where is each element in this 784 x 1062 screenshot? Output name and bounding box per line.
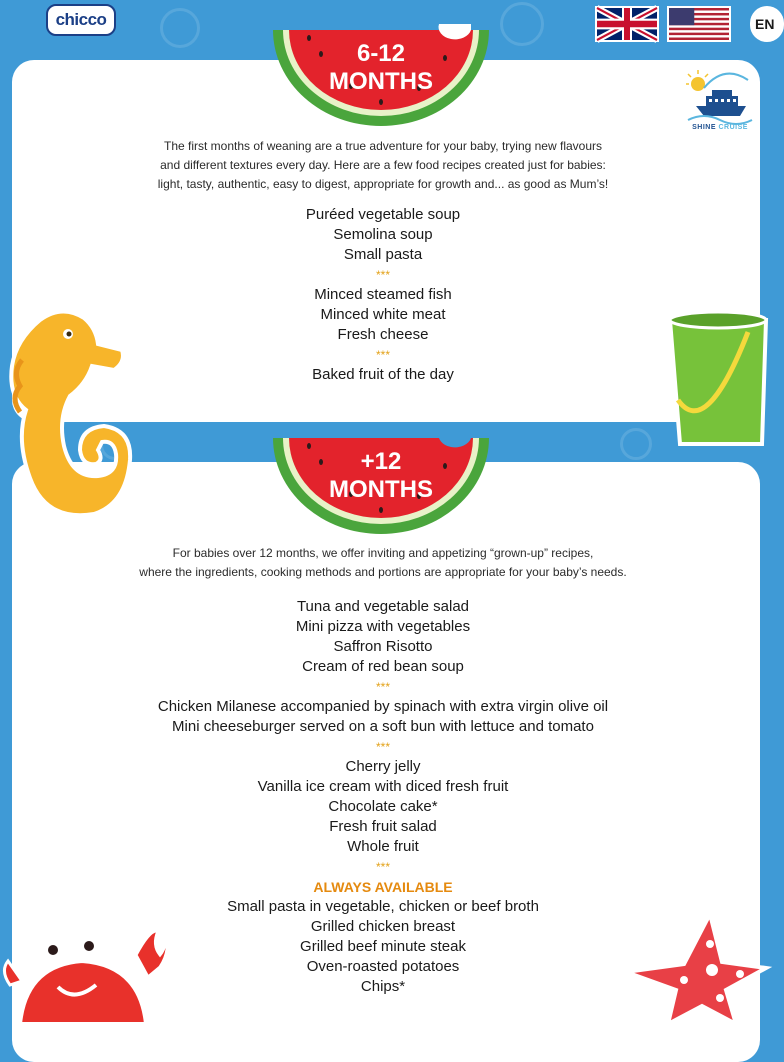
always-available-heading: ALWAYS AVAILABLE bbox=[313, 879, 453, 895]
cruise-ship-icon bbox=[684, 66, 756, 124]
section-title-age: +12 bbox=[360, 448, 402, 475]
cruise-name-part1: SHINE bbox=[692, 124, 716, 131]
cruise-name-part2: CRUISE bbox=[718, 124, 748, 131]
menu-item: Mini pizza with vegetables bbox=[295, 618, 471, 635]
shine-cruise-logo bbox=[684, 66, 756, 136]
bg-swirl-2 bbox=[500, 2, 544, 46]
menu-item: Chocolate cake* bbox=[328, 798, 438, 815]
menu-item: Mini cheeseburger served on a soft bun with lettuce and tomato bbox=[172, 718, 594, 735]
language-label: EN bbox=[755, 16, 775, 32]
bg-swirl-1 bbox=[160, 8, 200, 48]
menu-item: Fresh cheese bbox=[337, 326, 429, 343]
watermelon-badge-6-12 bbox=[269, 24, 493, 128]
section-title-age: 6-12 bbox=[356, 40, 406, 67]
menu-item: Cream of red bean soup bbox=[302, 658, 464, 675]
intro-line: and different textures every day. Here are a few food recipes created just for babies: bbox=[160, 158, 606, 172]
menu-separator: *** bbox=[375, 348, 390, 362]
brand-logo-text: chicco bbox=[55, 10, 107, 29]
menu-item: Chips* bbox=[360, 978, 406, 995]
intro-line: light, tasty, authentic, easy to digest, appropriate for growth and... as good as Mum’s! bbox=[157, 177, 609, 191]
chicco-logo[interactable] bbox=[46, 4, 116, 36]
seahorse-icon bbox=[0, 300, 130, 530]
menu-item: Vanilla ice cream with diced fresh fruit bbox=[257, 778, 509, 795]
bg-swirl-4 bbox=[620, 428, 652, 460]
menu-item: Grilled beef minute steak bbox=[300, 938, 466, 955]
intro-line: The first months of weaning are a true adventure for your baby, trying new flavours bbox=[164, 139, 602, 153]
menu-separator: *** bbox=[375, 268, 390, 282]
menu-list-6-12 bbox=[80, 205, 686, 385]
starfish-icon bbox=[620, 910, 766, 1024]
section-title-unit: MONTHS bbox=[329, 68, 433, 95]
menu-item: Minced steamed fish bbox=[314, 286, 452, 303]
menu-item: Semolina soup bbox=[333, 226, 433, 243]
intro-line: where the ingredients, cooking methods and portions are appropriate for your baby’s needs. bbox=[139, 565, 627, 579]
menu-item: Cherry jelly bbox=[345, 758, 421, 775]
menu-item: Puréed vegetable soup bbox=[305, 206, 461, 223]
section-intro-12-plus bbox=[90, 544, 676, 582]
menu-item: Oven-roasted potatoes bbox=[306, 958, 460, 975]
menu-item: Baked fruit of the day bbox=[312, 366, 454, 383]
menu-separator: *** bbox=[375, 860, 390, 874]
language-button[interactable] bbox=[750, 6, 784, 42]
menu-list-12-plus bbox=[80, 597, 686, 997]
menu-item: Saffron Risotto bbox=[333, 638, 433, 655]
menu-item: Minced white meat bbox=[320, 306, 446, 323]
menu-separator: *** bbox=[375, 740, 390, 754]
cruise-name bbox=[684, 124, 756, 131]
menu-separator: *** bbox=[375, 680, 390, 694]
menu-item: Fresh fruit salad bbox=[329, 818, 437, 835]
intro-line: For babies over 12 months, we offer inviting and appetizing “grown-up” recipes, bbox=[172, 546, 594, 560]
section-intro-6-12 bbox=[110, 137, 656, 194]
uk-flag-icon[interactable] bbox=[595, 6, 659, 42]
section-title-unit: MONTHS bbox=[329, 476, 433, 503]
menu-item: Tuna and vegetable salad bbox=[296, 598, 470, 615]
menu-item: Chicken Milanese accompanied by spinach with extra virgin olive oil bbox=[157, 698, 609, 715]
menu-item: Grilled chicken breast bbox=[310, 918, 456, 935]
crab-icon bbox=[0, 915, 170, 1024]
menu-item: Small pasta bbox=[343, 246, 423, 263]
menu-item: Whole fruit bbox=[347, 838, 419, 855]
watermelon-badge-12-plus bbox=[269, 432, 493, 536]
bucket-icon bbox=[666, 300, 766, 450]
menu-item: Small pasta in vegetable, chicken or beef broth bbox=[227, 898, 539, 915]
us-flag-icon[interactable] bbox=[667, 6, 731, 42]
